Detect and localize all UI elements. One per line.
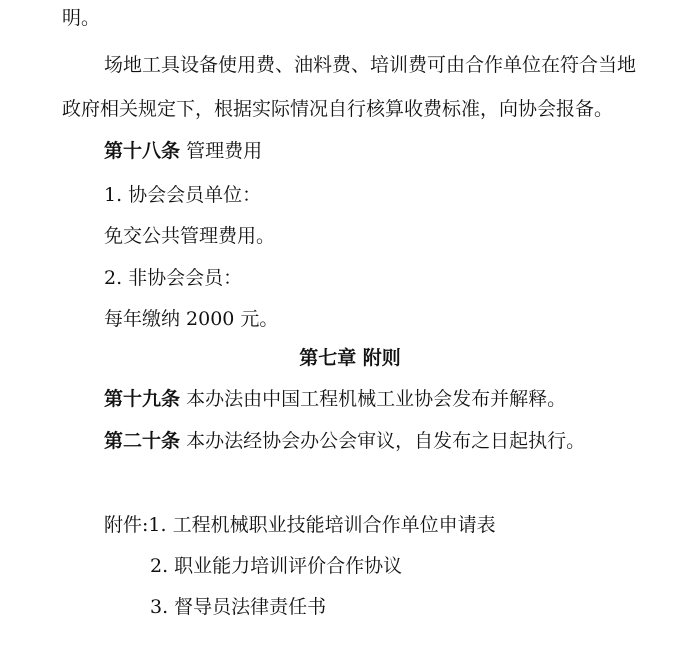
article-20 [104,428,585,454]
article-18-title: 管理费用 [186,140,263,162]
article-19-text: 本办法由中国工程机械工业协会发布并解释。 [186,388,567,410]
article-19 [104,386,566,412]
article-18-item-2-heading: 2. 非协会会员： [104,267,243,289]
article-20-label: 第二十条 [104,430,181,452]
attachment-item-2: 2. 职业能力培训评价合作协议 [150,555,403,577]
fees-paragraph-line-2: 政府相关规定下，根据实际情况自行核算收费标准，向协会报备。 [62,98,614,120]
article-18-heading [104,138,262,164]
continuation-text: 明。 [62,7,101,29]
article-18-label: 第十八条 [104,140,181,162]
attachments-label: 附件: [104,514,149,536]
article-18-item-2-text: 每年缴纳 2000 元。 [104,308,279,330]
article-19-label: 第十九条 [104,388,181,410]
article-20-text: 本办法经协会办公会审议，自发布之日起执行。 [186,430,586,452]
article-18-item-1-text: 免交公共管理费用。 [104,225,276,247]
attachment-item-3: 3. 督导员法律责任书 [150,596,327,618]
article-18-item-1-heading: 1. 协会会员单位： [104,184,262,206]
attachments-line-1 [104,512,496,538]
chapter-7-title: 第七章 附则 [299,347,401,369]
fees-paragraph-line-1: 场地工具设备使用费、油料费、培训费可由合作单位在符合当地 [104,54,637,76]
attachment-item-1: 1. 工程机械职业技能培训合作单位申请表 [148,514,496,536]
